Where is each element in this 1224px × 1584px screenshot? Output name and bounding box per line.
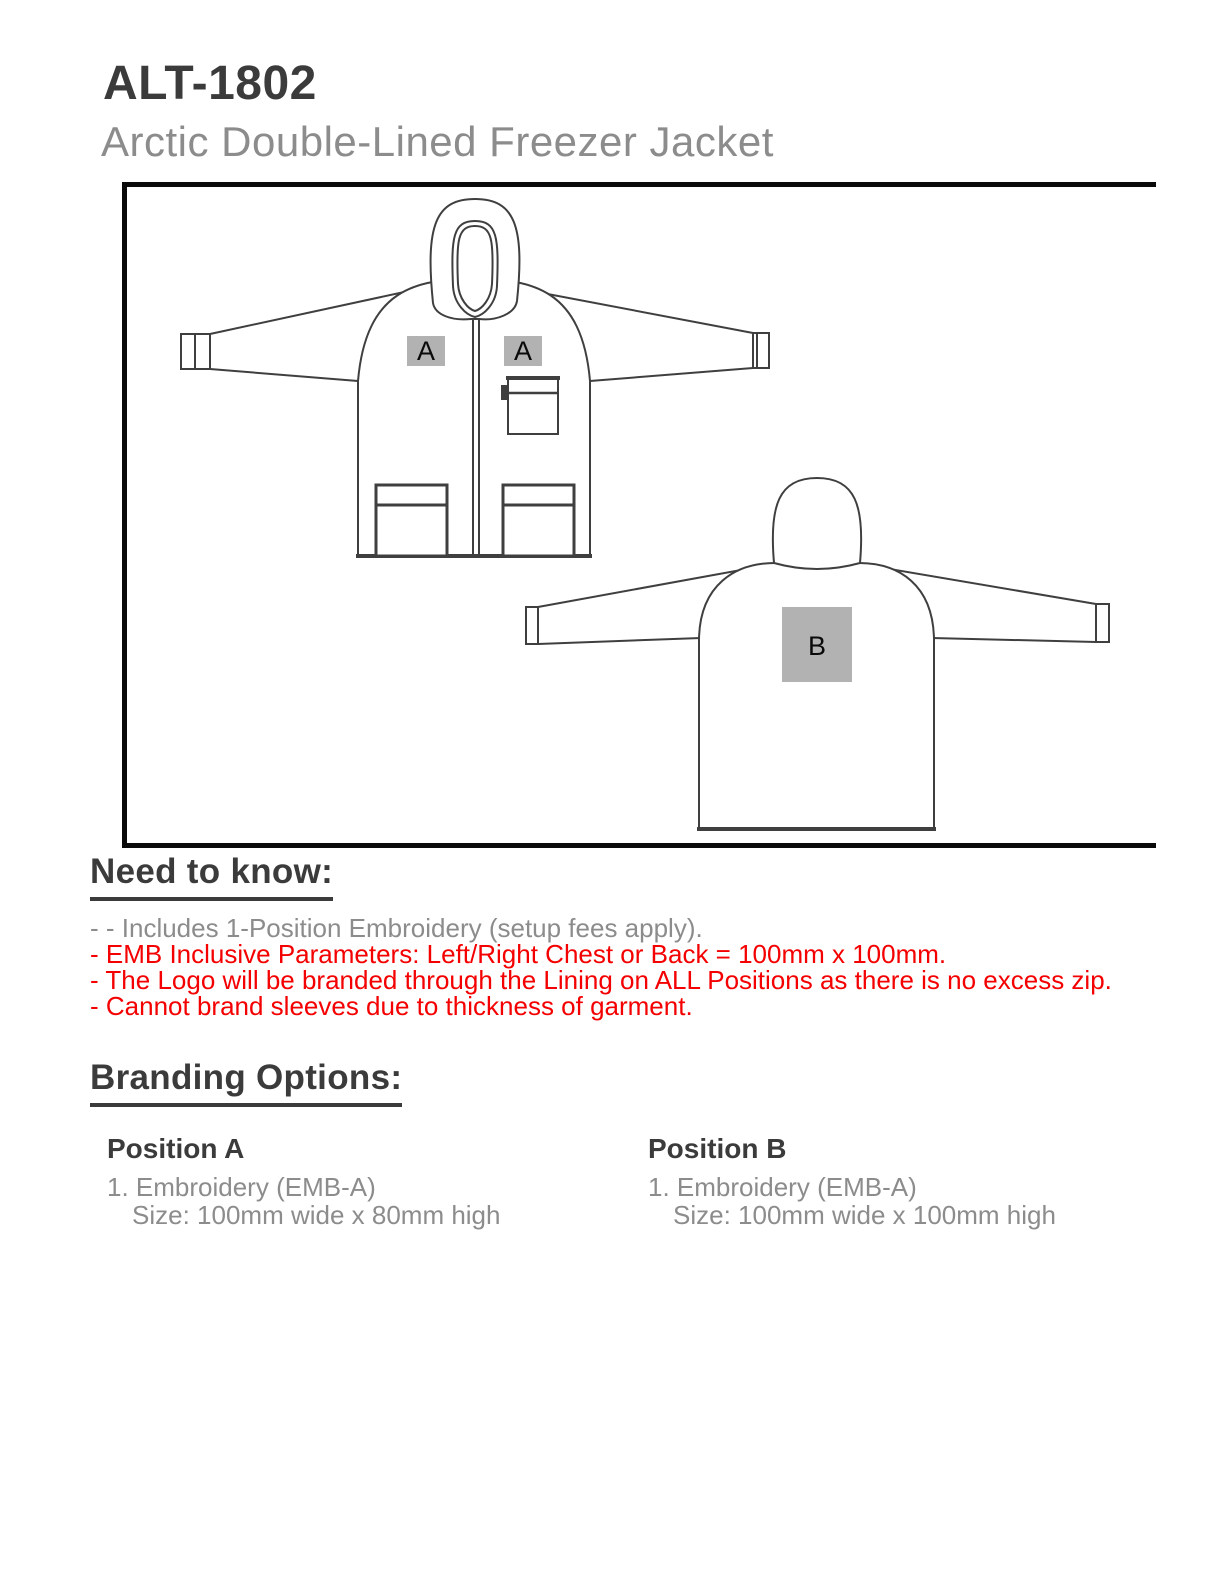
- position-b-column: [648, 1133, 1056, 1229]
- position-a-marker-left-label: A: [416, 336, 436, 366]
- back-right-sleeve-under: [932, 638, 1096, 642]
- back-right-cuff: [1096, 604, 1109, 642]
- front-chest-pocket: [508, 377, 558, 434]
- page-title-product-code: ALT-1802: [103, 57, 317, 110]
- position-b-marker-label: B: [807, 631, 827, 661]
- need-to-know-list: [90, 915, 1112, 1019]
- front-hood-outline: [431, 199, 520, 319]
- front-right-sleeve-under: [590, 368, 753, 381]
- branding-options-section: [90, 1058, 1150, 1230]
- front-lower-pocket-left: [376, 485, 447, 556]
- position-b-title: Position B: [648, 1133, 787, 1164]
- position-a-title: Position A: [107, 1133, 245, 1164]
- position-a-column: [107, 1133, 500, 1229]
- front-left-sleeve-under: [210, 369, 358, 381]
- position-a-marker-right-label: A: [513, 336, 533, 366]
- back-jacket-drawing: [526, 478, 1109, 829]
- need-to-know-section: [90, 852, 1112, 1019]
- back-left-cuff: [526, 607, 538, 644]
- need-to-know-item: - Cannot brand sleeves due to thickness of garment.: [90, 991, 693, 1021]
- need-to-know-item: - - Includes 1-Position Embroidery (setup fees apply).: [90, 913, 703, 943]
- front-right-cuff: [753, 333, 769, 368]
- position-b-size: Size: 100mm wide x 100mm high: [673, 1200, 1056, 1230]
- front-jacket-drawing: [181, 199, 769, 556]
- branding-options-heading: Branding Options:: [90, 1058, 402, 1107]
- need-to-know-item: - EMB Inclusive Parameters: Left/Right Chest or Back = 100mm x 100mm.: [90, 939, 947, 969]
- front-chest-pocket-zip-pull-icon: [501, 385, 509, 400]
- back-torso: [699, 563, 934, 829]
- position-b-method: 1. Embroidery (EMB-A): [648, 1172, 917, 1202]
- need-to-know-heading: Need to know:: [90, 852, 333, 901]
- position-a-size: Size: 100mm wide x 80mm high: [132, 1200, 501, 1230]
- back-left-sleeve-under: [538, 638, 701, 644]
- front-lower-pocket-right: [503, 485, 574, 556]
- jacket-diagram: [127, 187, 1151, 843]
- need-to-know-item: - The Logo will be branded through the Lining on ALL Positions as there is no excess zip.: [90, 965, 1112, 995]
- product-subtitle: Arctic Double-Lined Freezer Jacket: [101, 118, 774, 165]
- back-hood-outline: [773, 478, 861, 569]
- position-a-method: 1. Embroidery (EMB-A): [107, 1172, 376, 1202]
- diagram-box: [122, 182, 1156, 848]
